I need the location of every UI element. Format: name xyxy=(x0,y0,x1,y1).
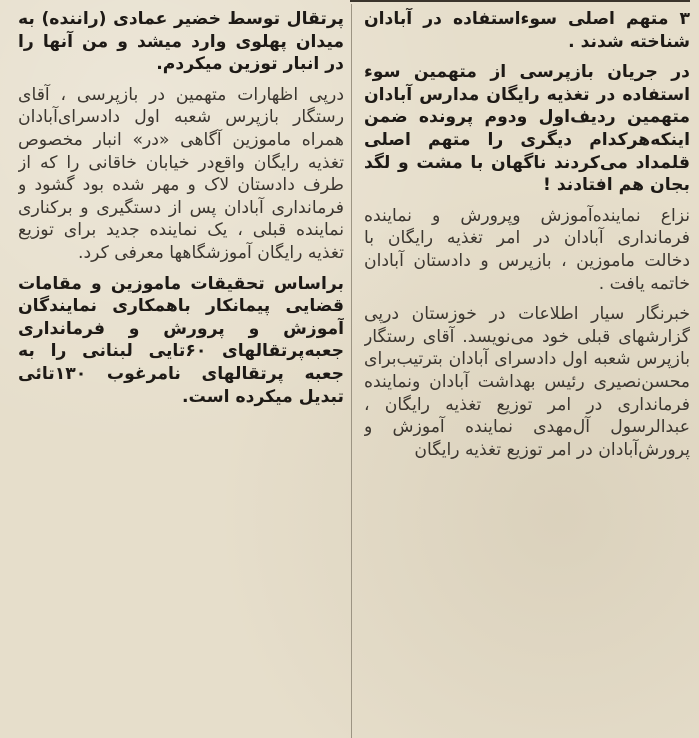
paragraph-dispute: نزاع نماینده‌آموزش وپرورش و نماینده فرمانداری آبادان در امر تغذیه رایگان با دخالت ماموزین ، بازپرس و دادستان آبادان خاتمه یافت . xyxy=(364,205,690,294)
headline-suspects: ۳ متهم اصلی سوءاستفاده در آبادان شناخته شدند . xyxy=(364,9,690,52)
top-rule xyxy=(350,0,690,2)
left-column xyxy=(18,8,344,738)
paragraph-fight: در جریان بازپرسی از متهمین سوء استفاده در تغذیه رایگان مدارس آبادان متهمین ردیف‌اول ودوم پرونده ضمن اینکه‌هرکدام دیگری را متهم اصلی قلمداد می‌کردند ناگهان با مشت و لگد بجان هم افتادند ! xyxy=(364,62,690,196)
paragraph-investigation: براساس تحقیقات ماموزین و مقامات قضایی پیمانکار باهمکاری نمایندگان آموزش و پرورش و فرمانداری جعبه‌پرتقالهای ۶۰تایی لبنانی را به جعبه پرتقالهای نامرغوب ۱۳۰تائی تبدیل میکرده است. xyxy=(18,273,344,407)
paragraph-oranges: پرتقال توسط خضیر عمادی (راننده) به میدان پهلوی وارد میشد و من آنها را در انبار توزین میکردم. xyxy=(18,9,344,75)
paragraph-warehouse: درپی اظهارات متهمین در بازپرسی ، آقای رستگار بازپرس شعبه اول دادسرای‌آبادان همراه ماموزین آگاهی «در» انبار مخصوص تغذیه رایگان واقع‌در خیابان خاقانی را که از طرف دادستان لاک و مهر شده بود گشود و فرمانداری آبادان پس از دستگیری و برکناری نماینده قبلی ، یک نماینده جدید برای توزیع تغذیه رایگان آموزشگاهها معرفی کرد. xyxy=(18,84,344,263)
paragraph-reporter: خبرنگار سیار اطلاعات در خوزستان درپی گزارشهای قبلی خود می‌نویسد. آقای رستگار بازپرس شعبه اول دادسرای آبادان بترتیب‌برای محسن‌نصیری رئیس بهداشت آبادان ونماینده فرمانداری در امر توزیع تغذیه رایگان ، عبدالرسول آل‌مهدی نماینده آموزش و پرورش‌آبادان در امر توزیع تغذیه رایگان xyxy=(364,304,690,460)
right-column xyxy=(364,8,690,738)
column-divider xyxy=(351,4,352,738)
